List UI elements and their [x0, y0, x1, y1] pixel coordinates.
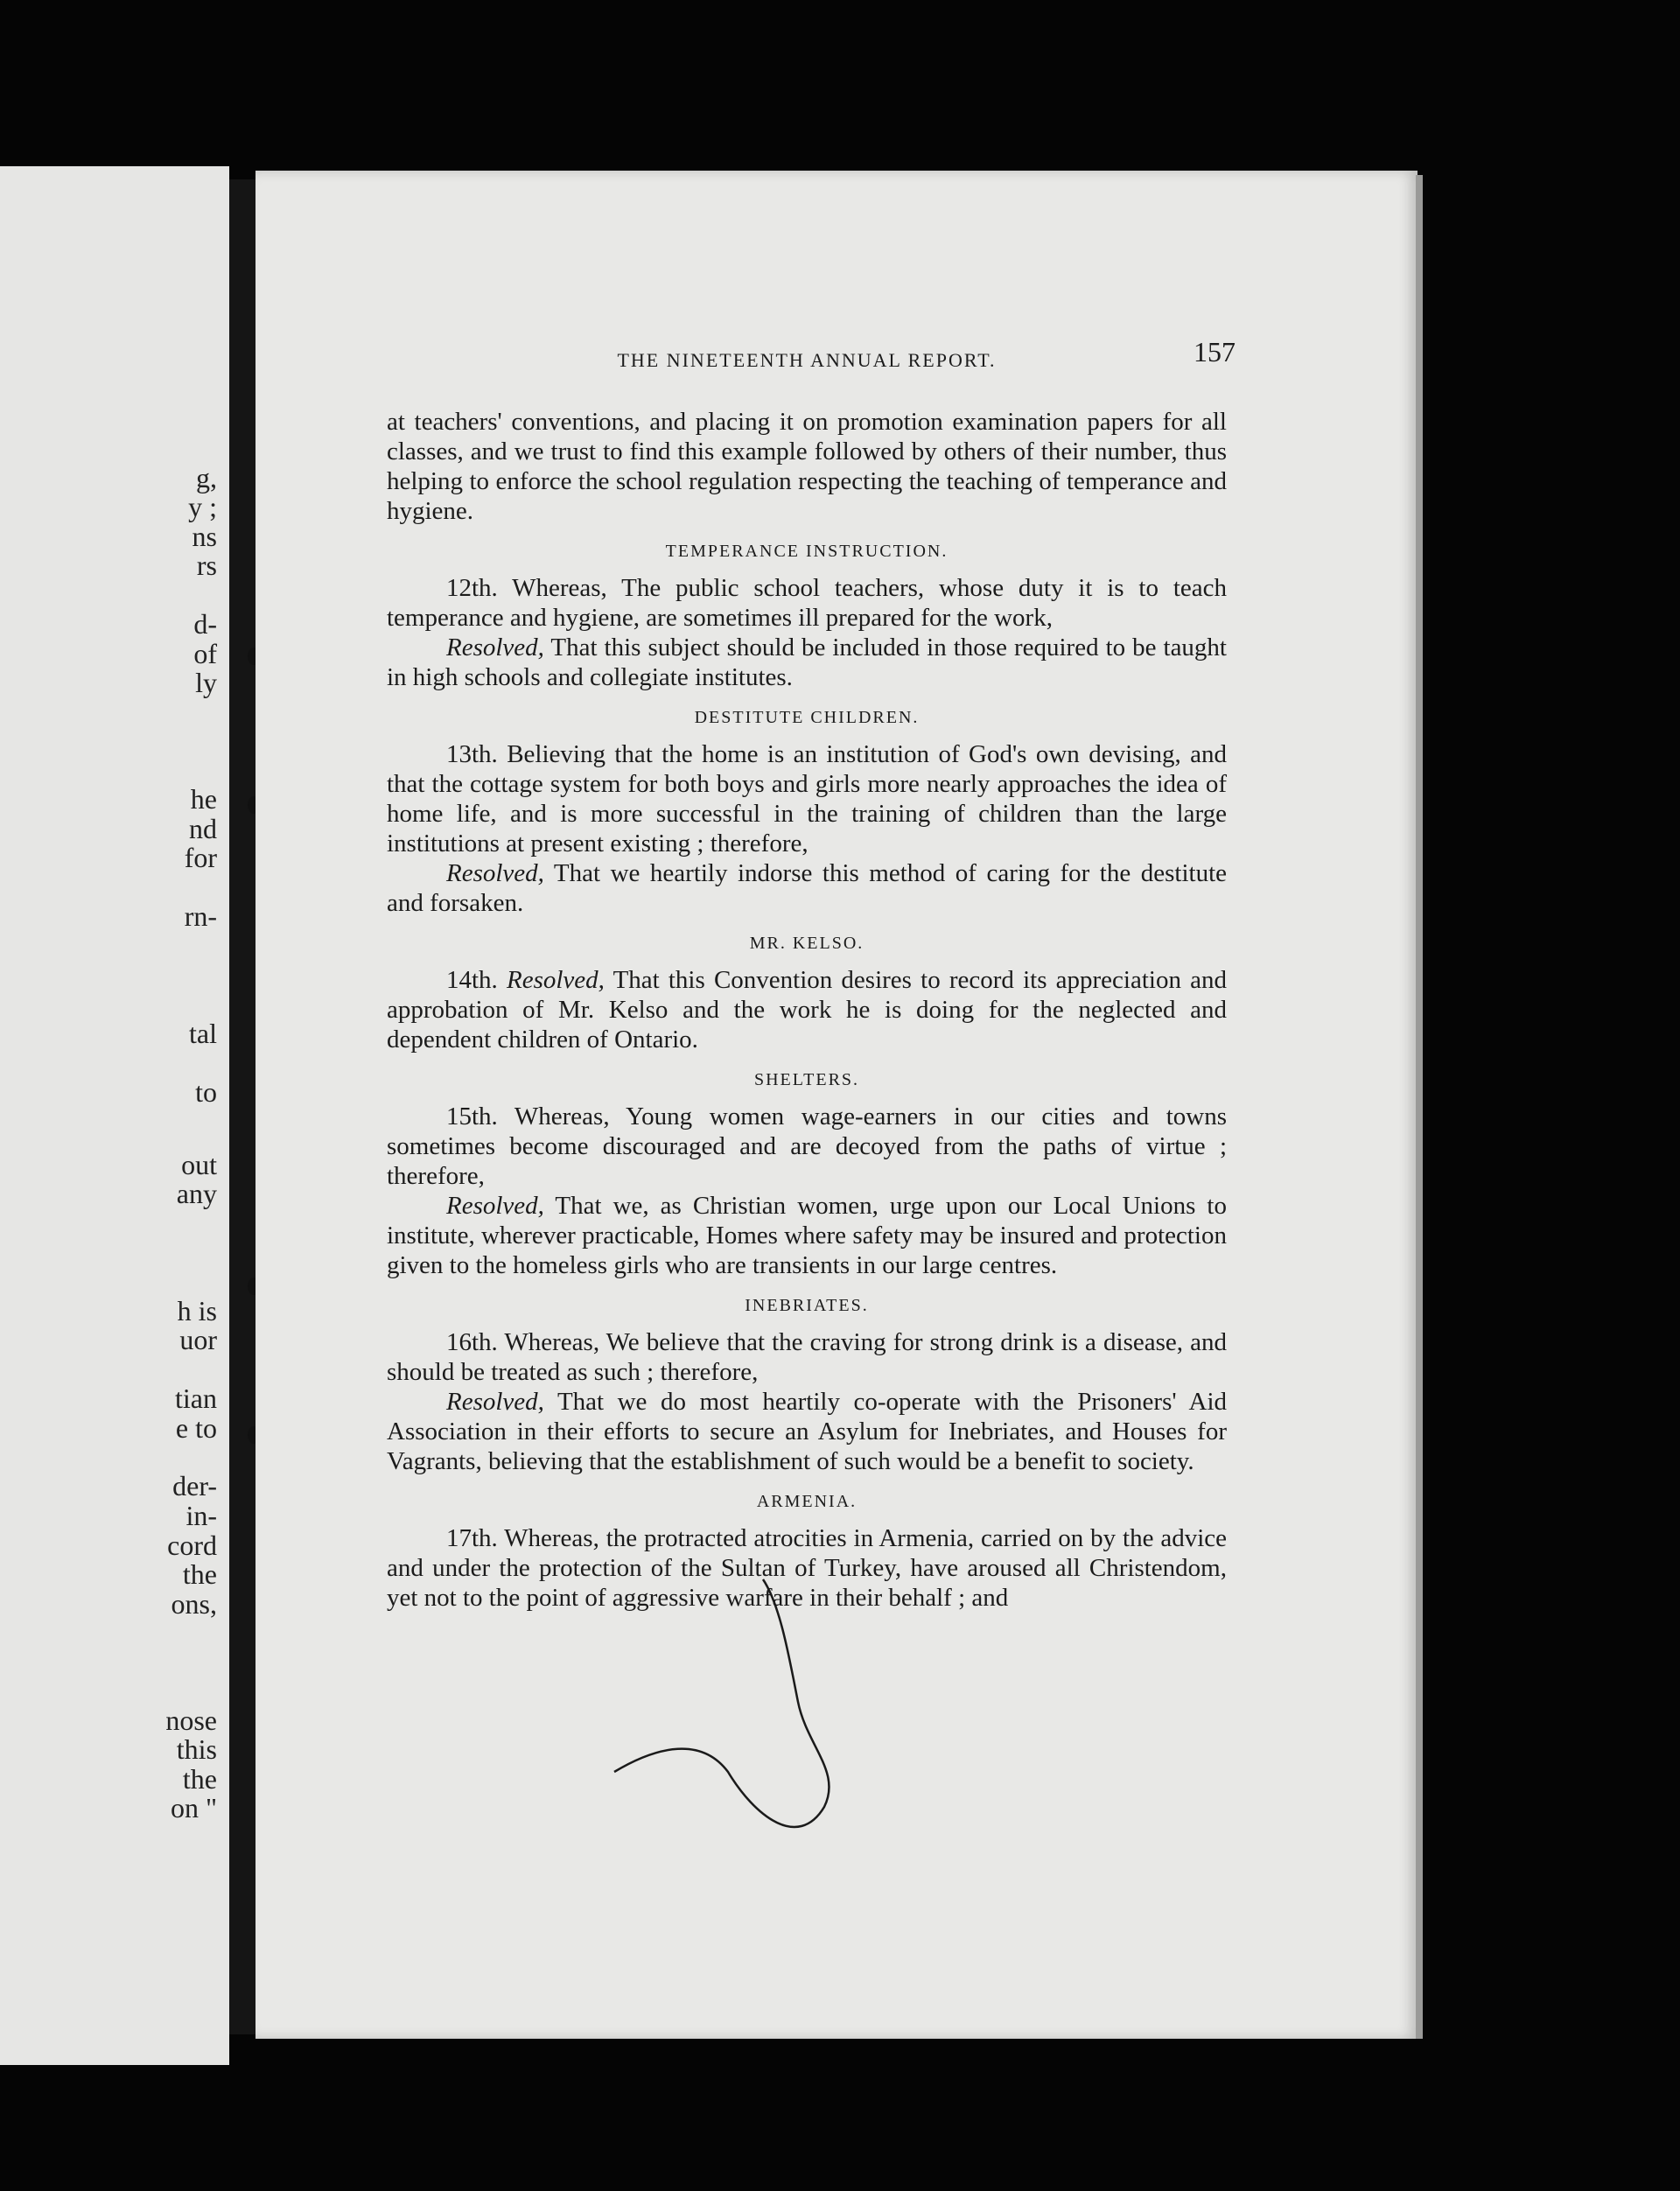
fragment-line: rs [196, 550, 217, 581]
section-heading: ARMENIA. [756, 1492, 858, 1511]
resolved-word: Resolved, [506, 966, 605, 994]
resolution-paragraph [387, 858, 1227, 918]
resolved-word: Resolved, [446, 1388, 544, 1416]
fragment-line: this [176, 1733, 217, 1765]
fragment-line: cord [167, 1530, 217, 1561]
fragment-line: g, [196, 462, 217, 494]
fragment-line: out [181, 1149, 217, 1180]
fragment-line: h is [177, 1295, 217, 1326]
resolution-text: That we heartily indorse this method of caring for the destitute and forsaken. [387, 859, 1227, 917]
fragment-line: tal [189, 1018, 217, 1049]
page-edge [1416, 175, 1423, 2039]
fragment-line: any [176, 1178, 217, 1209]
fragment-line: to [195, 1076, 217, 1108]
fragment-line: ons, [171, 1588, 217, 1620]
section-heading: MR. KELSO. [749, 934, 864, 953]
fragment-line: the [182, 1558, 217, 1590]
whereas-paragraph: 12th. Whereas, The public school teachers, whose duty it is to teach temperance and hygiene, are sometimes ill prepared for the work, [387, 574, 1227, 632]
fragment-line: for [184, 842, 217, 873]
whereas-paragraph: 16th. Whereas, We believe that the craving for strong drink is a disease, and should be treated as such ; therefore, [387, 1328, 1227, 1386]
section-heading: TEMPERANCE INSTRUCTION. [665, 542, 948, 561]
resolution-text: That we, as Christian women, urge upon our Local Unions to institute, wherever practicable, Homes where safety may be insured and protection given to the homeless girls who are transients in our large centres. [387, 1192, 1227, 1279]
section-heading: INEBRIATES. [745, 1296, 869, 1315]
resolution-text: That this subject should be included in those required to be taught in high schools and collegiate institutes. [387, 634, 1227, 691]
fragment-line: rn- [184, 900, 217, 932]
resolution-paragraph [387, 1191, 1227, 1280]
fragment-line: nose [165, 1704, 217, 1736]
whereas-paragraph: 15th. Whereas, Young women wage-earners in our cities and towns sometimes become discouraged and are decoyed from the paths of virtue ; therefore, [387, 1102, 1227, 1190]
fragment-line: the [182, 1763, 217, 1795]
fragment-line: in- [186, 1500, 217, 1531]
page-content [387, 336, 1236, 1613]
resolution-text: That this Convention desires to record its appreciation and approbation of Mr. Kelso and the work he is doing for the neglected and dependent children of Ontario. [387, 966, 1228, 1054]
fragment-line: nd [189, 813, 217, 844]
item-number: 14th. [446, 966, 498, 994]
fragment-line: tian [175, 1382, 217, 1414]
book-gutter [229, 179, 256, 2034]
resolution-paragraph [387, 633, 1227, 692]
fragment-line: der- [172, 1470, 217, 1502]
running-head: THE NINETEENTH ANNUAL REPORT. [617, 349, 997, 371]
resolution-paragraph [387, 1387, 1227, 1476]
fragment-line: d- [193, 608, 217, 640]
fragment-line: ns [192, 521, 217, 552]
resolved-word: Resolved, [446, 859, 544, 887]
facing-page-fragment [0, 166, 229, 2065]
facing-page-text [7, 166, 217, 2065]
whereas-paragraph: 13th. Believing that the home is an institution of God's own devising, and that the cottage system for both boys and girls more nearly approaches the idea of home life, and is more successful in the training of children than the large institutions at present existing ; therefore, [387, 740, 1227, 858]
fragment-line: e to [175, 1412, 217, 1444]
opening-paragraph: at teachers' conventions, and placing it on promotion examination papers for all classes, and we trust to find this example followed by others of their number, thus helping to enforce the school regulation respecting the teaching of temperance and hygiene. [387, 408, 1227, 525]
fragment-line: of [193, 638, 217, 669]
resolution-paragraph [387, 965, 1227, 1054]
whereas-paragraph: 17th. Whereas, the protracted atrocities in Armenia, carried on by the advice and under the protection of the Sultan of Turkey, have aroused all Christendom, yet not to the point of aggressive warfare in their behalf ; and [387, 1524, 1227, 1612]
fragment-line: ly [195, 667, 217, 698]
fragment-line: y ; [188, 491, 217, 522]
book-page [256, 171, 1418, 2039]
page-number: 157 [1194, 336, 1236, 368]
fragment-line: on " [170, 1792, 217, 1824]
fragment-line: he [190, 783, 217, 815]
resolved-word: Resolved, [446, 634, 544, 662]
fragment-line: uor [179, 1324, 217, 1355]
section-heading: DESTITUTE CHILDREN. [694, 708, 920, 727]
resolution-text: That we do most heartily co-operate with the Prisoners' Aid Association in their efforts to secure an Asylum for Inebriates, and Houses for Vagrants, believing that the establishment of such would be a benefit to society. [387, 1388, 1228, 1475]
pen-scribble [606, 1571, 886, 1851]
section-heading: SHELTERS. [753, 1070, 860, 1089]
resolved-word: Resolved, [446, 1192, 544, 1220]
